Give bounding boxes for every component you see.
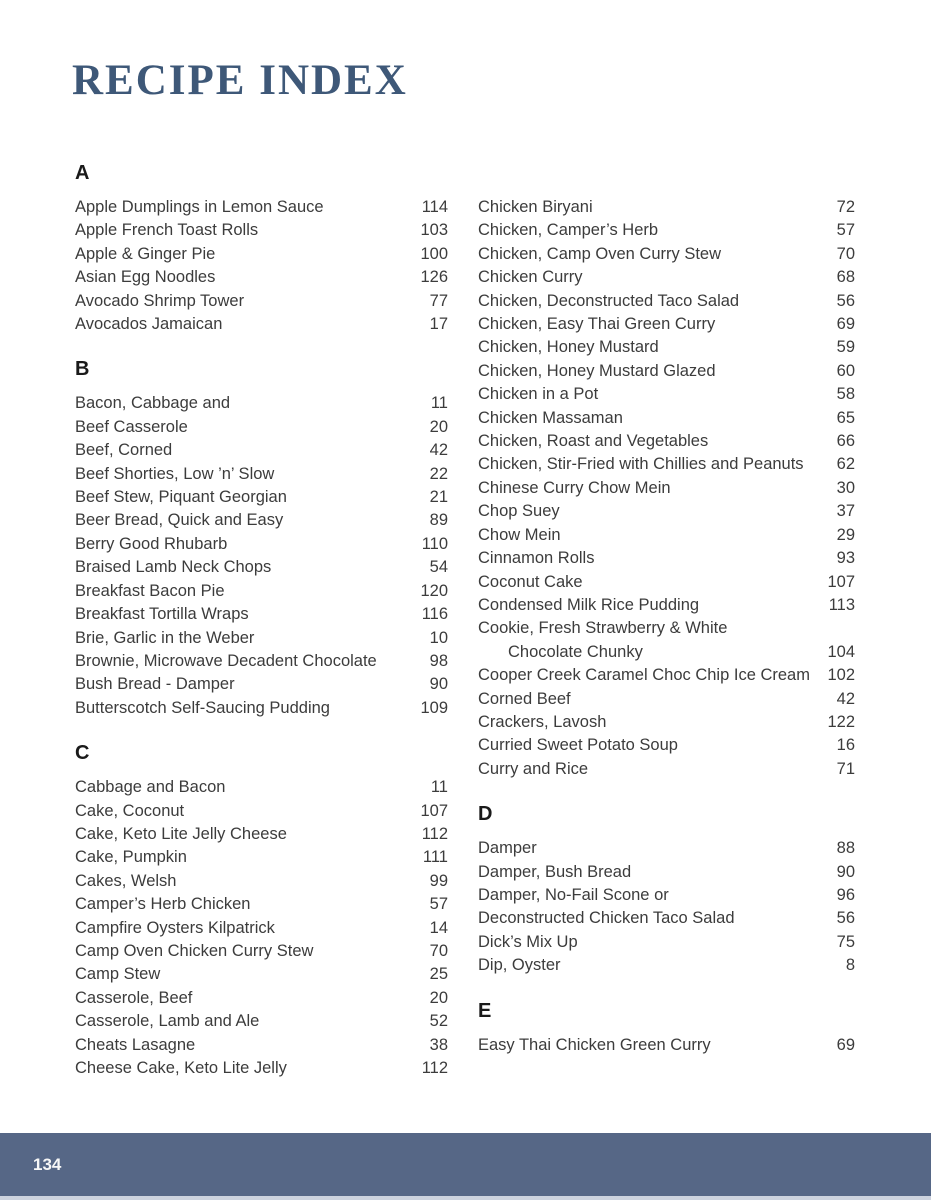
- entry-page-number: 89: [429, 511, 448, 530]
- entry-name: Casserole, Beef: [75, 988, 193, 1007]
- index-entry: [478, 336, 855, 359]
- entry-name: Cookie, Fresh Strawberry & White Chocolate Chunky: [478, 617, 817, 664]
- index-entry: [75, 486, 448, 509]
- entry-page-number: 42: [836, 689, 855, 708]
- entry-name: Camp Oven Chicken Curry Stew: [75, 941, 314, 960]
- entry-page-number: 77: [429, 291, 448, 310]
- index-entry: [478, 477, 855, 500]
- entry-name-wrap-line: Chocolate Chunky: [508, 642, 643, 661]
- index-column-2: [478, 160, 855, 1080]
- entry-page-number: 120: [420, 581, 448, 600]
- footer-page-number: 134: [33, 1154, 62, 1174]
- index-entry: [478, 266, 855, 289]
- index-section-d: [478, 801, 855, 977]
- entry-name: Butterscotch Self-Saucing Pudding: [75, 698, 330, 717]
- index-entry: [478, 196, 855, 219]
- entry-page-number: 70: [429, 941, 448, 960]
- index-entry: [75, 243, 448, 266]
- entry-page-number: 8: [845, 956, 855, 975]
- entry-name: Cheats Lasagne: [75, 1035, 196, 1054]
- entry-name: Camp Stew: [75, 965, 161, 984]
- entry-page-number: 11: [430, 394, 448, 413]
- index-column-1: [75, 160, 448, 1080]
- entry-page-number: 98: [429, 651, 448, 670]
- entry-name: Bush Bread - Damper: [75, 675, 235, 694]
- index-entry: [75, 987, 448, 1010]
- index-section-a: [75, 160, 448, 336]
- entry-name: Corned Beef: [478, 689, 571, 708]
- entry-name: Campfire Oysters Kilpatrick: [75, 918, 275, 937]
- entry-page-number: 93: [836, 549, 855, 568]
- entry-name: Cheese Cake, Keto Lite Jelly: [75, 1059, 287, 1077]
- entry-page-number: 113: [828, 595, 855, 614]
- index-entry: [75, 580, 448, 603]
- index-entry: [478, 407, 855, 430]
- entry-name: Breakfast Bacon Pie: [75, 581, 225, 600]
- entry-name: Chicken, Camper’s Herb: [478, 221, 659, 240]
- entry-name: Beef Shorties, Low ’n’ Slow: [75, 464, 275, 483]
- entry-name: Beer Bread, Quick and Easy: [75, 511, 284, 530]
- entry-page-number: 114: [421, 198, 448, 216]
- entry-page-number: 10: [429, 628, 448, 647]
- entry-page-number: 20: [429, 417, 448, 436]
- entry-name: Chicken in a Pot: [478, 385, 599, 404]
- entry-name: Condensed Milk Rice Pudding: [478, 595, 700, 614]
- entry-page-number: 20: [429, 988, 448, 1007]
- index-entry: [75, 893, 448, 916]
- index-entry: [75, 800, 448, 823]
- index-entry: [75, 219, 448, 242]
- page-title: RECIPE INDEX: [72, 57, 408, 104]
- entry-page-number: 88: [836, 839, 855, 858]
- entry-page-number: 90: [836, 862, 855, 881]
- entry-page-number: 17: [429, 315, 448, 334]
- entry-page-number: 109: [420, 698, 448, 717]
- entry-name: Chicken, Stir-Fried with Chillies and Peanuts: [478, 455, 804, 474]
- entry-name: Damper, Bush Bread: [478, 862, 632, 881]
- entry-page-number: 112: [421, 824, 448, 843]
- index-entry: [478, 907, 855, 930]
- index-entry: [478, 734, 855, 757]
- entry-page-number: 60: [836, 361, 855, 380]
- entry-page-number: 72: [836, 198, 855, 216]
- entry-name: Chicken Curry: [478, 268, 583, 287]
- entry-name: Cake, Keto Lite Jelly Cheese: [75, 824, 287, 843]
- index-entry: [478, 571, 855, 594]
- index-entry: [75, 776, 448, 799]
- index-entry: [478, 430, 855, 453]
- entry-page-number: 68: [836, 268, 855, 287]
- entry-name: Casserole, Lamb and Ale: [75, 1012, 260, 1031]
- entry-page-number: 21: [429, 488, 448, 507]
- entry-page-number: 57: [836, 221, 855, 240]
- section-letter-c: C: [75, 742, 90, 765]
- entry-name: Asian Egg Noodles: [75, 268, 216, 287]
- index-entry: [75, 603, 448, 626]
- index-entry: [478, 290, 855, 313]
- entry-name: Dick’s Mix Up: [478, 932, 578, 951]
- entry-name: Chop Suey: [478, 502, 560, 521]
- index-entry: [478, 1034, 855, 1057]
- entry-name: Beef Casserole: [75, 417, 188, 436]
- entry-name: Deconstructed Chicken Taco Salad: [478, 909, 735, 928]
- entry-name: Chicken Biryani: [478, 198, 593, 216]
- entry-page-number: 112: [421, 1059, 448, 1077]
- entry-name: Curry and Rice: [478, 759, 589, 778]
- entry-name: Cabbage and Bacon: [75, 778, 226, 797]
- entry-page-number: 56: [836, 291, 855, 310]
- index-entry: [75, 650, 448, 673]
- index-entry: [75, 673, 448, 696]
- entry-name: Beef Stew, Piquant Georgian: [75, 488, 287, 507]
- entry-page-number: 54: [429, 558, 448, 577]
- index-entry: [75, 416, 448, 439]
- index-entry: [75, 697, 448, 720]
- entry-page-number: 30: [836, 478, 855, 497]
- entry-name: Apple Dumplings in Lemon Sauce: [75, 198, 324, 216]
- index-entry: [478, 688, 855, 711]
- entry-name: Chicken, Camp Oven Curry Stew: [478, 244, 721, 263]
- footer-bar: [0, 1133, 931, 1196]
- entry-page-number: 71: [836, 759, 855, 778]
- entry-name: Braised Lamb Neck Chops: [75, 558, 272, 577]
- entry-name: Avocado Shrimp Tower: [75, 291, 245, 310]
- index-entry: [75, 846, 448, 869]
- entry-page-number: 69: [836, 1035, 855, 1054]
- index-entry: [478, 664, 855, 687]
- entry-name: Chicken, Deconstructed Taco Salad: [478, 291, 740, 310]
- entry-page-number: 58: [836, 385, 855, 404]
- entry-name: Chicken Massaman: [478, 408, 623, 427]
- index-entry: [478, 931, 855, 954]
- entry-page-number: 42: [429, 441, 448, 460]
- index-entry: [478, 383, 855, 406]
- index-entry: [478, 360, 855, 383]
- index-section-b: [75, 356, 448, 720]
- index-entry: [75, 1010, 448, 1033]
- index-entry: [75, 917, 448, 940]
- index-entry: [478, 219, 855, 242]
- entry-page-number: 62: [836, 455, 855, 474]
- entry-name: Cake, Pumpkin: [75, 848, 187, 867]
- index-section-continued: [478, 160, 855, 781]
- entry-page-number: 126: [420, 268, 448, 287]
- entry-name: Curried Sweet Potato Soup: [478, 736, 678, 755]
- index-columns: [75, 160, 855, 1080]
- entry-page-number: 14: [429, 918, 448, 937]
- entry-name: Cake, Coconut: [75, 801, 185, 820]
- index-entry: [75, 196, 448, 219]
- entry-name: Chicken, Roast and Vegetables: [478, 432, 709, 451]
- entry-name: Easy Thai Chicken Green Curry: [478, 1035, 711, 1054]
- index-entry: [75, 463, 448, 486]
- entry-page-number: 22: [429, 464, 448, 483]
- entry-page-number: 116: [421, 605, 448, 624]
- index-entry: [478, 243, 855, 266]
- entry-page-number: 107: [827, 572, 855, 591]
- entry-name: Chicken, Honey Mustard: [478, 338, 659, 357]
- index-entry: [75, 870, 448, 893]
- entry-page-number: 59: [836, 338, 855, 357]
- index-entry: [75, 313, 448, 336]
- entry-name: Chicken, Honey Mustard Glazed: [478, 361, 716, 380]
- entry-page-number: 103: [420, 221, 448, 240]
- index-entry: [478, 617, 855, 664]
- entry-page-number: 37: [836, 502, 855, 521]
- index-entry: [478, 594, 855, 617]
- index-entry: [75, 963, 448, 986]
- footer-bottom-strip: [0, 1196, 931, 1200]
- index-entry: [478, 758, 855, 781]
- index-entry: [478, 954, 855, 977]
- index-entry: [75, 392, 448, 415]
- entry-page-number: 69: [836, 315, 855, 334]
- entry-page-number: 107: [420, 801, 448, 820]
- entry-name: Coconut Cake: [478, 572, 583, 591]
- index-entry: [478, 453, 855, 476]
- index-entry: [75, 1034, 448, 1057]
- entry-name: Chow Mein: [478, 525, 561, 544]
- entry-page-number: 111: [422, 848, 448, 867]
- entry-name: Chinese Curry Chow Mein: [478, 478, 671, 497]
- entry-page-number: 57: [429, 895, 448, 914]
- entry-page-number: 11: [430, 778, 448, 797]
- entry-page-number: 96: [836, 885, 855, 904]
- entry-name: Apple & Ginger Pie: [75, 244, 216, 263]
- entry-name: Berry Good Rhubarb: [75, 534, 228, 553]
- index-entry: [75, 1057, 448, 1080]
- index-entry: [478, 837, 855, 860]
- index-entry: [478, 861, 855, 884]
- entry-name: Camper’s Herb Chicken: [75, 895, 251, 914]
- index-entry: [75, 627, 448, 650]
- entry-name: Brownie, Microwave Decadent Chocolate: [75, 651, 377, 670]
- entry-name: Apple French Toast Rolls: [75, 221, 259, 240]
- entry-page-number: 66: [836, 432, 855, 451]
- entry-page-number: 104: [827, 642, 855, 661]
- index-entry: [478, 547, 855, 570]
- index-entry: [75, 266, 448, 289]
- entry-page-number: 99: [429, 871, 448, 890]
- index-entry: [75, 823, 448, 846]
- entry-page-number: 38: [429, 1035, 448, 1054]
- index-entry: [478, 500, 855, 523]
- entry-page-number: 25: [429, 965, 448, 984]
- entry-name: Cakes, Welsh: [75, 871, 177, 890]
- entry-page-number: 90: [429, 675, 448, 694]
- entry-name: Damper: [478, 839, 537, 858]
- entry-page-number: 75: [836, 932, 855, 951]
- index-entry: [75, 533, 448, 556]
- entry-page-number: 102: [827, 666, 855, 685]
- entry-name: Avocados Jamaican: [75, 315, 223, 334]
- entry-page-number: 70: [836, 244, 855, 263]
- section-letter-b: B: [75, 358, 90, 381]
- entry-page-number: 56: [836, 909, 855, 928]
- index-entry: [75, 290, 448, 313]
- entry-page-number: 110: [421, 534, 448, 553]
- index-entry: [478, 884, 855, 907]
- entry-name: Breakfast Tortilla Wraps: [75, 605, 249, 624]
- index-section-c: [75, 740, 448, 1080]
- entry-name: Crackers, Lavosh: [478, 712, 607, 731]
- entry-page-number: 16: [836, 736, 855, 755]
- entry-page-number: 100: [420, 244, 448, 263]
- entry-name: Cooper Creek Caramel Choc Chip Ice Cream: [478, 666, 810, 685]
- entry-name: Chicken, Easy Thai Green Curry: [478, 315, 716, 334]
- entry-page-number: 65: [836, 408, 855, 427]
- entry-page-number: 122: [827, 712, 855, 731]
- index-entry: [478, 524, 855, 547]
- index-entry: [478, 711, 855, 734]
- entry-name: Brie, Garlic in the Weber: [75, 628, 255, 647]
- entry-page-number: 52: [429, 1012, 448, 1031]
- index-entry: [75, 940, 448, 963]
- entry-name: Dip, Oyster: [478, 956, 561, 975]
- section-letter-e: E: [478, 999, 492, 1022]
- section-letter-a: A: [75, 162, 90, 184]
- index-entry: [75, 439, 448, 462]
- index-entry: [478, 313, 855, 336]
- entry-name: Beef, Corned: [75, 441, 173, 460]
- entry-name: Bacon, Cabbage and: [75, 394, 231, 413]
- entry-page-number: 29: [836, 525, 855, 544]
- index-entry: [75, 509, 448, 532]
- section-letter-d: D: [478, 803, 493, 826]
- entry-name: Damper, No-Fail Scone or: [478, 885, 669, 904]
- entry-name: Cinnamon Rolls: [478, 549, 595, 568]
- index-entry: [75, 556, 448, 579]
- index-section-e: [478, 998, 855, 1057]
